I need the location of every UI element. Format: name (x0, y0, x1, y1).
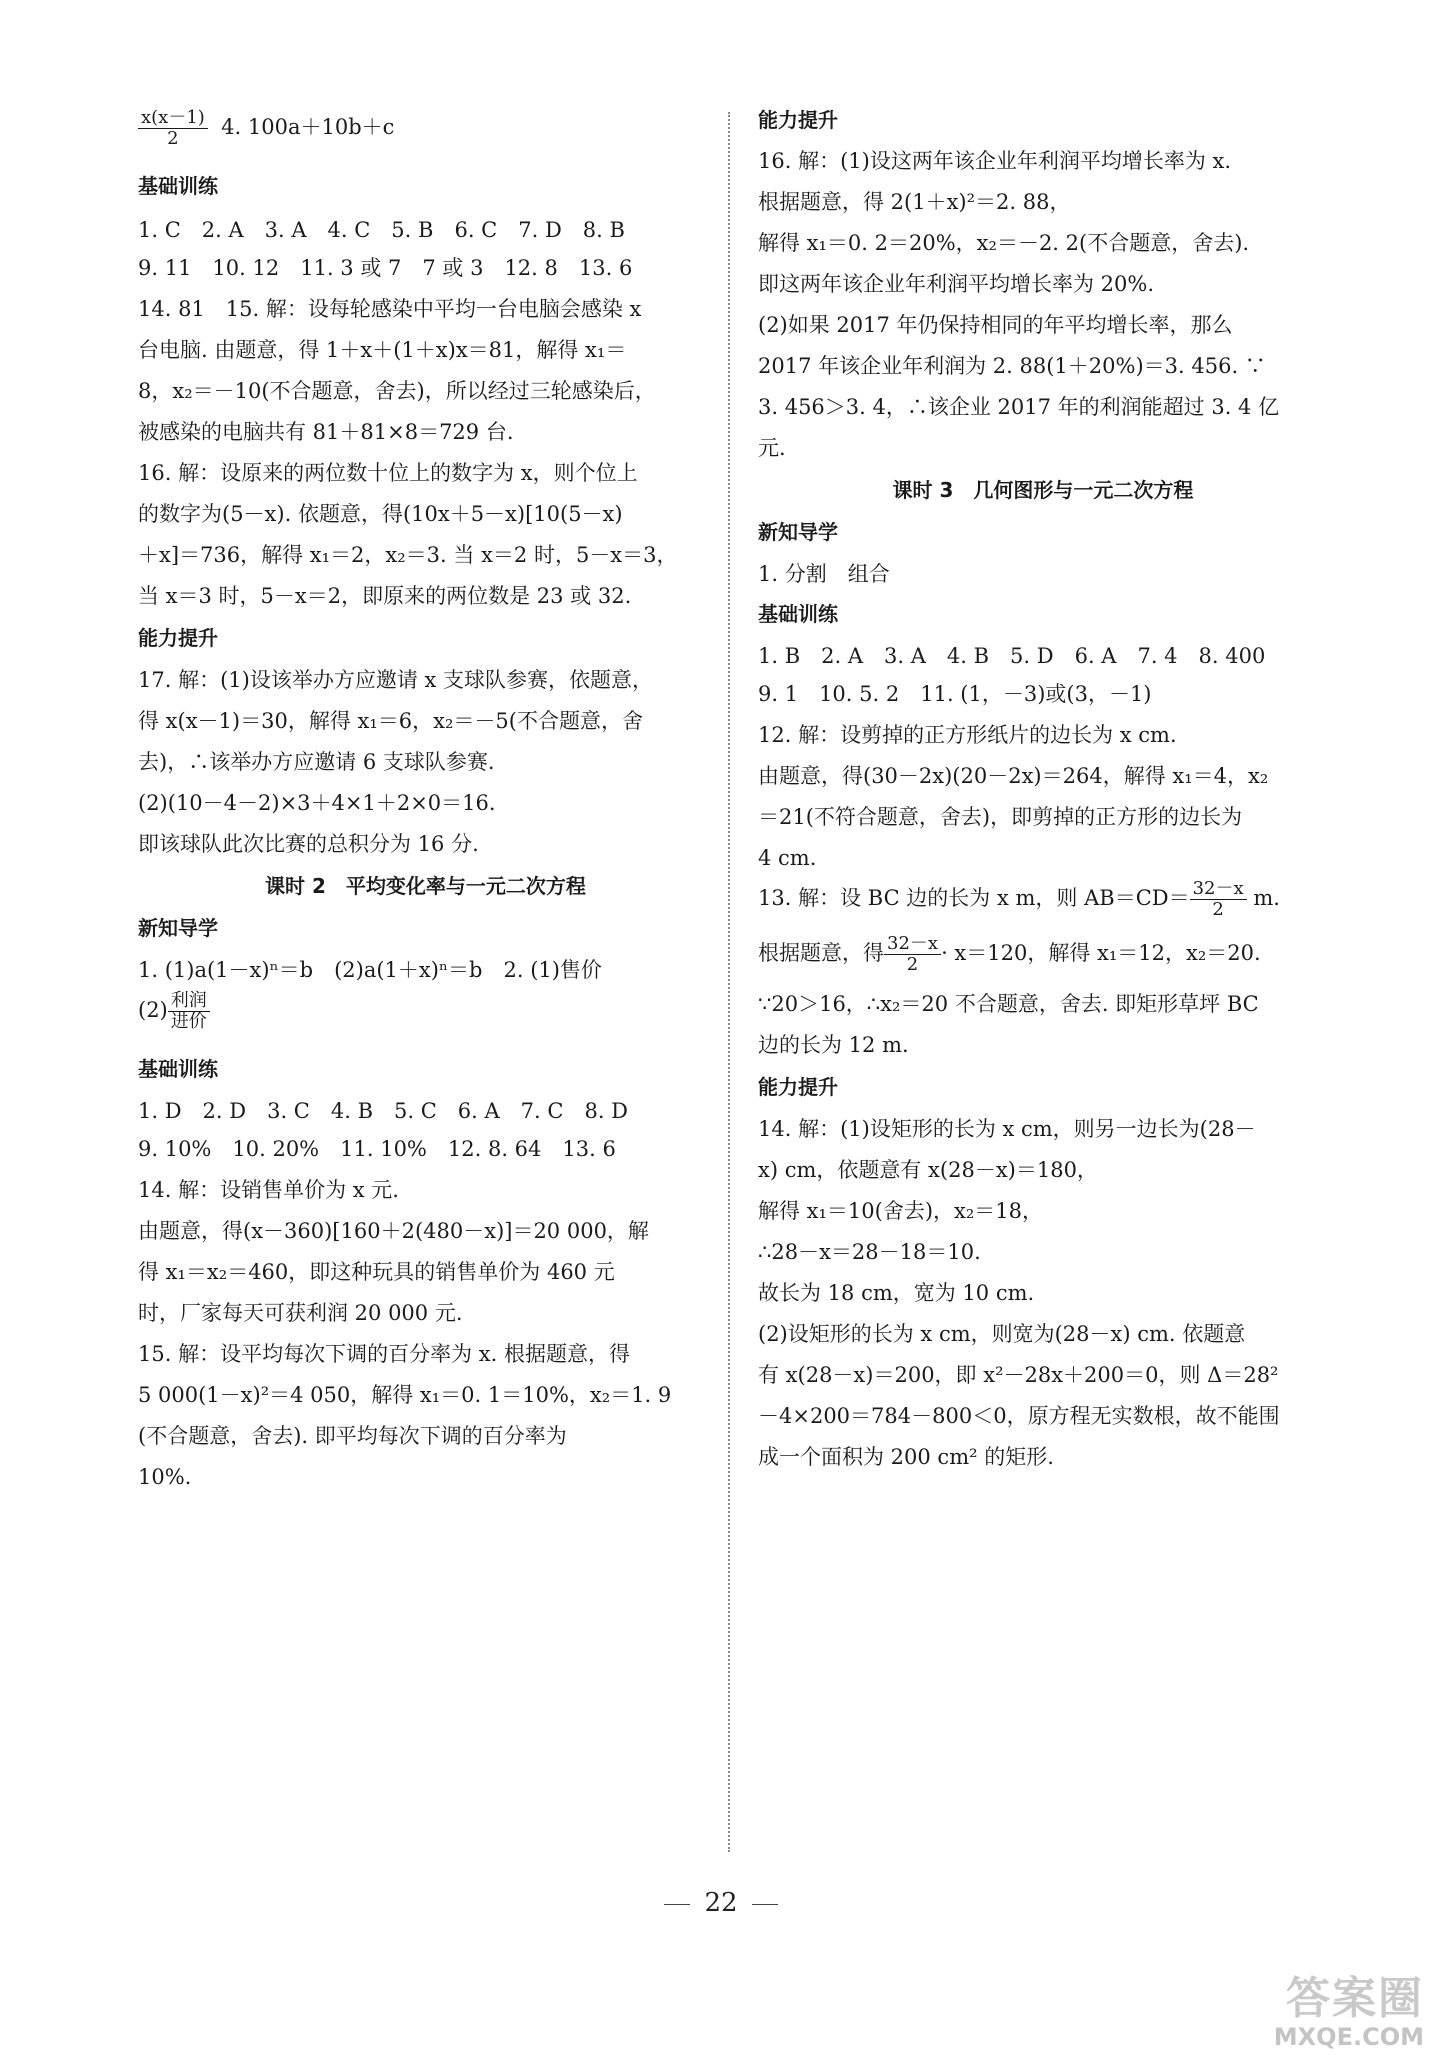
watermark-url: MXQE.COM (1273, 2023, 1424, 2051)
answer-line: 16. 解：设原来的两位数十位上的数字为 x，则个位上 (138, 461, 638, 485)
answer-line: 1. C 2. A 3. A 4. C 5. B 6. C 7. D 8. B (138, 218, 625, 242)
answer-line: 5 000(1－x)²＝4 050，解得 x₁＝0. 1＝10%，x₂＝1. 9 (138, 1383, 672, 1407)
answer-line: 12. 解：设剪掉的正方形纸片的边长为 x cm. (758, 723, 1177, 747)
column-divider (728, 112, 730, 1852)
answer-line: 1. (1)a(1－x)ⁿ＝b (2)a(1＋x)ⁿ＝b 2. (1)售价 (138, 958, 602, 982)
answer-line: 8，x₂＝－10(不合题意，舍去)，所以经过三轮感染后， (138, 379, 656, 403)
dash-right (752, 1904, 778, 1905)
answer-line: 被感染的电脑共有 81＋81×8＝729 台. (138, 420, 514, 444)
watermark (1204, 1974, 1424, 2054)
lesson-title: 课时 3 几何图形与一元二次方程 (892, 478, 1194, 502)
answer-line: 9. 10% 10. 20% 11. 10% 12. 8. 64 13. 6 (138, 1137, 616, 1161)
answer-line: 14. 解：(1)设矩形的长为 x cm，则另一边长为(28－ (758, 1117, 1256, 1141)
answer-line: 即这两年该企业年利润平均增长率为 20%. (758, 272, 1155, 296)
fraction: $\frac{x(x-1)}{2}$ (138, 108, 208, 149)
answer-line: 1. 分割 组合 (758, 562, 890, 586)
answer-line: －4×200＝784－800＜0，原方程无实数根，故不能围 (758, 1404, 1280, 1428)
left-column (138, 108, 713, 1490)
section-heading: 能力提升 (138, 626, 218, 650)
answer-line: 15. 解：设平均每次下调的百分率为 x. 根据题意，得 (138, 1342, 630, 1366)
answer-line: 得 x(x－1)＝30，解得 x₁＝6，x₂＝－5(不合题意，舍 (138, 709, 643, 733)
fraction: $\frac{\text{利润}}{\text{进价}}$ (168, 991, 210, 1032)
answer-line: 时，厂家每天可获利润 20 000 元. (138, 1301, 463, 1325)
answer-line: ＝21(不符合题意，舍去)，即剪掉的正方形的边长为 (758, 805, 1243, 829)
answer-line: 边的长为 12 m. (758, 1033, 909, 1057)
answer-line: (2) $\frac{\text{利润}}{\text{进价}}$ (138, 991, 713, 1041)
answer-line: 14. 解：设销售单价为 x 元. (138, 1178, 399, 1202)
answer-line: 10%. (138, 1465, 192, 1489)
answer-line: x) cm，依题意有 x(28－x)＝180， (758, 1158, 1098, 1182)
answer-line: (不合题意，舍去). 即平均每次下调的百分率为 (138, 1424, 567, 1448)
answer-line: 台电脑. 由题意，得 1＋x＋(1＋x)x＝81，解得 x₁＝ (138, 338, 627, 362)
answer-line: 9. 1 10. 5. 2 11. (1，－3)或(3，－1) (758, 682, 1152, 706)
answer-line: 得 x₁＝x₂＝460，即这种玩具的销售单价为 460 元 (138, 1260, 615, 1284)
answer-line: 13. 解：设 BC 边的长为 x m，则 AB＝CD＝ $\frac{32-x}{2}$ m. (758, 878, 1280, 920)
fraction: $\frac{32-x}{2}$ (1190, 879, 1247, 920)
section-heading: 能力提升 (758, 1075, 838, 1099)
section-heading: 基础训练 (758, 602, 838, 626)
answer-line: 解得 x₁＝0. 2＝20%，x₂＝－2. 2(不合题意，舍去). (758, 231, 1250, 255)
section-heading: 基础训练 (138, 1057, 218, 1081)
answer-line: 1. B 2. A 3. A 4. B 5. D 6. A 7. 4 8. 400 (758, 644, 1266, 668)
answer-line: 4 cm. (758, 846, 817, 870)
answer-line: 16. 解：(1)设这两年该企业年利润平均增长率为 x. (758, 149, 1232, 173)
dash-left (664, 1904, 690, 1905)
lesson-title: 课时 2 平均变化率与一元二次方程 (265, 874, 586, 898)
section-heading: 能力提升 (758, 108, 838, 132)
answer-line: ＋x]＝736，解得 x₁＝2，x₂＝3. 当 x＝2 时，5－x＝3， (138, 543, 678, 567)
answer-line: 成一个面积为 200 cm² 的矩形. (758, 1445, 1054, 1469)
answer-line: 由题意，得(x－360)[160＋2(480－x)]＝20 000，解 (138, 1219, 649, 1243)
section-heading: 基础训练 (138, 174, 218, 198)
answer-line: (2)设矩形的长为 x cm，则宽为(28－x) cm. 依题意 (758, 1322, 1246, 1346)
answer-line: 14. 81 15. 解：设每轮感染中平均一台电脑会感染 x (138, 297, 642, 321)
answer-line: 故长为 18 cm，宽为 10 cm. (758, 1281, 1035, 1305)
answer-line: 2017 年该企业年利润为 2. 88(1＋20%)＝3. 456. ∵ (758, 354, 1266, 378)
answer-line: $\frac{x(x-1)}{2}$ 4. 100a＋10b＋c (138, 108, 713, 158)
answer-line: 当 x＝3 时，5－x＝2，即原来的两位数是 23 或 32. (138, 584, 632, 608)
fraction: $\frac{32-x}{2}$ (884, 934, 941, 975)
answer-line: 1. D 2. D 3. C 4. B 5. C 6. A 7. C 8. D (138, 1099, 629, 1123)
section-heading: 新知导学 (758, 520, 838, 544)
answer-line: (2)(10－4－2)×3＋4×1＋2×0＝16. (138, 791, 496, 815)
section-heading: 新知导学 (138, 916, 218, 940)
answer-line: (2)如果 2017 年仍保持相同的年平均增长率，那么 (758, 313, 1233, 337)
answer-line: 由题意，得(30－2x)(20－2x)＝264，解得 x₁＝4，x₂ (758, 764, 1269, 788)
answer-line: 根据题意，得 2(1＋x)²＝2. 88， (758, 190, 1071, 214)
answer-line: 有 x(28－x)＝200，即 x²－28x＋200＝0，则 Δ＝28² (758, 1363, 1279, 1387)
answer-line: ∴28－x＝28－18＝10. (758, 1240, 981, 1264)
answer-line: 即该球队此次比赛的总积分为 16 分. (138, 832, 479, 856)
answer-line: 根据题意，得 $\frac{32-x}{2}$ · x＝120，解得 x₁＝12，x₂＝20. (758, 933, 1261, 975)
answer-line: ∵20＞16，∴x₂＝20 不合题意，舍去. 即矩形草坪 BC (758, 992, 1259, 1016)
watermark-logo: 答案圈 (1286, 1973, 1424, 2024)
answer-line: 解得 x₁＝10(舍去)，x₂＝18， (758, 1199, 1044, 1223)
answer-line: 元. (758, 436, 786, 460)
answer-line: 9. 11 10. 12 11. 3 或 7 7 或 3 12. 8 13. 6 (138, 256, 633, 280)
answer-line: 的数字为(5－x). 依题意，得(10x＋5－x)[10(5－x) (138, 502, 623, 526)
answer-line: 去)，∴该举办方应邀请 6 支球队参赛. (138, 750, 495, 774)
answer-line: 3. 456＞3. 4，∴该企业 2017 年的利润能超过 3. 4 亿 (758, 395, 1280, 419)
right-column (758, 108, 1328, 1470)
answer-line: 17. 解：(1)设该举办方应邀请 x 支球队参赛，依题意， (138, 668, 654, 692)
page-number: 22 (0, 1888, 1442, 1918)
